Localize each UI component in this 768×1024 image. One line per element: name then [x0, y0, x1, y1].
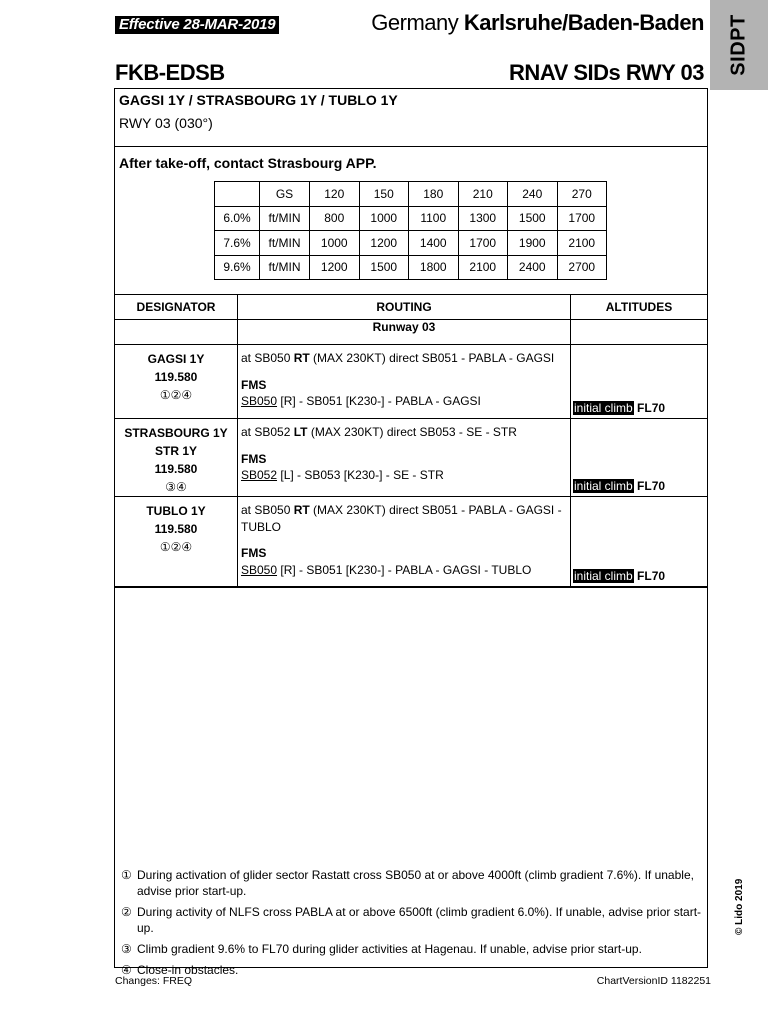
initial-climb-label: initial climb: [574, 479, 633, 493]
gs-cell: ft/MIN: [260, 231, 310, 256]
gs-cell: 150: [359, 182, 409, 207]
gs-header-row: [215, 182, 607, 207]
conventional-routing: [241, 350, 570, 367]
route-table-header: [115, 295, 707, 320]
conventional-routing: [241, 502, 570, 535]
header-designator: DESIGNATOR: [115, 295, 238, 320]
fms-label: FMS: [241, 451, 267, 466]
note-refs: ①②④: [159, 388, 193, 402]
gs-cell: 1500: [359, 255, 409, 280]
gs-cell: 7.6%: [215, 231, 260, 256]
fms-waypoint: SB052: [241, 468, 278, 482]
designator-cell: [115, 497, 238, 587]
footnote-number: ③: [121, 942, 132, 956]
altitude-cell: [571, 345, 708, 419]
spacer-cell: [238, 587, 571, 588]
gs-cell: 1700: [458, 231, 508, 256]
route-row: [115, 497, 707, 587]
note-refs: ①②④: [159, 540, 193, 554]
gs-cell: 1100: [409, 206, 459, 231]
frequency: 119.580: [154, 522, 198, 536]
footnote: [117, 904, 707, 936]
footnote-text: Climb gradient 9.6% to FL70 during glider activities at Hagenau. If unable, advise prior start-up.: [137, 942, 642, 956]
gs-cell: 2100: [458, 255, 508, 280]
gs-cell: ft/MIN: [260, 255, 310, 280]
chart-title: RNAV SIDs RWY 03: [509, 60, 704, 85]
header-altitudes: ALTITUDES: [571, 295, 708, 320]
designator-cell: [115, 345, 238, 419]
runway-label: Runway 03: [238, 320, 571, 345]
routing-start: at SB052: [241, 425, 294, 439]
footnote: [117, 941, 707, 957]
fms-routing: [241, 562, 570, 579]
routing-start: at SB050: [241, 351, 294, 365]
altitude-cell: [571, 497, 708, 587]
conventional-routing: [241, 424, 570, 441]
designator-code: STR 1Y: [154, 444, 197, 458]
footnote-number: ④: [121, 963, 132, 977]
route-table: [115, 294, 707, 588]
airport-name: Karlsruhe/Baden-Baden: [463, 10, 704, 35]
routing-cell: [238, 419, 571, 497]
gs-cell: 6.0%: [215, 206, 260, 231]
footnote-number: ②: [121, 905, 132, 919]
frequency: 119.580: [154, 462, 198, 476]
gs-cell: 2400: [508, 255, 558, 280]
gs-cell: 240: [508, 182, 558, 207]
fms-waypoint: SB050: [241, 562, 278, 577]
header-routing: ROUTING: [238, 295, 571, 320]
altitude: [573, 401, 665, 415]
altitude: [573, 569, 665, 583]
routing-rest: (MAX 230KT) direct SB051 - PABLA - GAGSI: [309, 351, 555, 365]
designator: GAGSI 1Y: [147, 352, 205, 366]
flight-level: FL70: [637, 569, 666, 583]
spacer-cell: [571, 587, 708, 588]
initial-climb-label: initial climb: [574, 569, 633, 583]
procedure-names: GAGSI 1Y / STRASBOURG 1Y / TUBLO 1Y: [119, 92, 398, 108]
gs-cell: 1700: [557, 206, 607, 231]
runway-row-empty: [571, 320, 708, 345]
gs-cell: GS: [260, 182, 310, 207]
frequency: 119.580: [154, 370, 198, 384]
effective-date-banner: Effective 28-MAR-2019: [115, 16, 279, 34]
climb-gradient-table: [214, 181, 607, 280]
designator-cell: [115, 419, 238, 497]
chart-type-label: SIDPT: [727, 14, 750, 76]
altitude: [573, 479, 665, 493]
routing-rest: (MAX 230KT) direct SB051 - PABLA - GAGSI - TUBLO: [241, 503, 562, 534]
fms-routing: [241, 393, 570, 410]
footnote-text: During activity of NLFS cross PABLA at or above 6500ft (climb gradient 6.0%). If unable, advise prior start-up.: [137, 905, 702, 935]
altitude-cell: [571, 419, 708, 497]
country-name: Germany: [371, 10, 459, 35]
footnote-text: Close-in obstacles.: [137, 963, 239, 977]
gs-cell: 180: [409, 182, 459, 207]
route-table-spacer: [115, 587, 707, 588]
gs-cell: [215, 182, 260, 207]
footnote-text: During activation of glider sector Rastatt cross SB050 at or above 4000ft (climb gradient 7.6%). If unable, advise prior start-up.: [137, 868, 694, 898]
gs-cell: 1200: [310, 255, 360, 280]
gs-cell: 800: [310, 206, 360, 231]
runway-row-empty: [115, 320, 238, 345]
contact-instruction: After take-off, contact Strasbourg APP.: [119, 155, 377, 171]
chart-frame: [114, 88, 708, 977]
chart-location: [371, 10, 704, 36]
gs-cell: 1300: [458, 206, 508, 231]
fms-routing-rest: [R] - SB051 [K230-] - PABLA - GAGSI - TUBLO: [277, 562, 532, 577]
gs-cell: 210: [458, 182, 508, 207]
turn-direction: LT: [293, 425, 308, 439]
fms-routing: [241, 467, 570, 484]
procedure-header: [115, 89, 707, 147]
gs-row: [215, 255, 607, 280]
note-refs: ③④: [165, 480, 187, 494]
chart-type-tab: [710, 0, 768, 90]
gs-cell: 2700: [557, 255, 607, 280]
gs-cell: 1500: [508, 206, 558, 231]
gs-cell: 120: [310, 182, 360, 207]
changes-note: Changes: FREQ: [115, 975, 193, 987]
fms-waypoint: SB050: [241, 394, 278, 408]
routing-rest: (MAX 230KT) direct SB053 - SE - STR: [307, 425, 517, 439]
gs-cell: 2100: [557, 231, 607, 256]
routing-cell: [238, 497, 571, 587]
routing-start: at SB050: [241, 503, 294, 517]
gs-cell: 1800: [409, 255, 459, 280]
airport-pair: FKB-EDSB: [115, 60, 225, 85]
turn-direction: RT: [293, 503, 310, 517]
fms-label: FMS: [241, 377, 267, 392]
gs-cell: 270: [557, 182, 607, 207]
footnote: [117, 867, 707, 899]
fms-routing-rest: [L] - SB053 [K230-] - SE - STR: [277, 468, 444, 482]
fms-label: FMS: [241, 546, 267, 560]
copyright: © Lido 2019: [734, 878, 745, 935]
gs-row: [215, 231, 607, 256]
flight-level: FL70: [637, 479, 666, 493]
gs-cell: 1900: [508, 231, 558, 256]
gs-cell: 1000: [359, 206, 409, 231]
runway-row: [115, 320, 707, 345]
gs-cell: 1400: [409, 231, 459, 256]
runway-heading: RWY 03 (030°): [119, 115, 213, 131]
route-row: [115, 345, 707, 419]
spacer-cell: [115, 587, 238, 588]
footnote-number: ①: [121, 868, 132, 882]
gs-cell: 1200: [359, 231, 409, 256]
flight-level: FL70: [637, 401, 666, 415]
routing-cell: [238, 345, 571, 419]
chart-version-id: ChartVersionID 1182251: [596, 975, 711, 987]
designator: STRASBOURG 1Y: [124, 426, 228, 440]
gs-cell: 1000: [310, 231, 360, 256]
gs-row: [215, 206, 607, 231]
fms-routing-rest: [R] - SB051 [K230-] - PABLA - GAGSI: [277, 394, 481, 408]
route-row: [115, 419, 707, 497]
gs-cell: 9.6%: [215, 255, 260, 280]
turn-direction: RT: [293, 351, 310, 365]
initial-climb-label: initial climb: [574, 401, 633, 415]
gs-cell: ft/MIN: [260, 206, 310, 231]
notes-list: [117, 867, 707, 983]
designator: TUBLO 1Y: [146, 504, 206, 518]
